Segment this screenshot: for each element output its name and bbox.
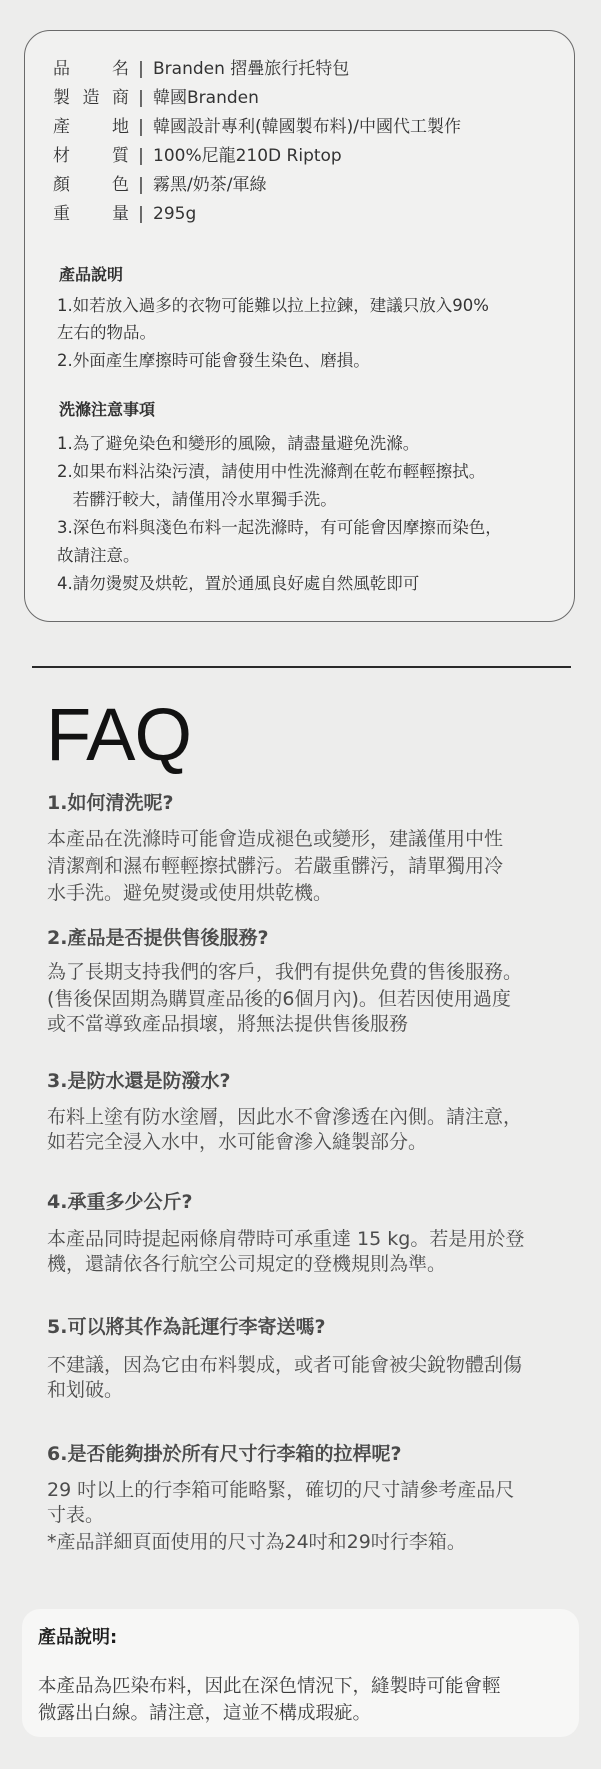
faq-answer-line: 本產品在洗滌時可能會造成褪色或變形，建議僅用中性: [47, 828, 504, 850]
faq-question: 4.承重多少公斤?: [47, 1191, 193, 1213]
spec-value: 295g: [153, 204, 197, 224]
faq-question: 2.產品是否提供售後服務?: [47, 927, 269, 949]
faq-answer-line: 和划破。: [47, 1379, 124, 1401]
faq-answer-line: (售後保固期為購買產品後的6個月內)。但若因使用過度: [47, 988, 511, 1010]
spec-value: 100%尼龍210D Riptop: [153, 146, 342, 166]
spec-row-weight: [53, 201, 196, 227]
section-divider: [32, 666, 571, 668]
spec-separator: |: [138, 59, 144, 79]
wash-line: 若髒汙較大，請僅用冷水單獨手洗。: [57, 490, 337, 509]
spec-value: 韓國Branden: [153, 88, 259, 108]
product-desc-title: 產品說明: [59, 265, 124, 284]
spec-row-maker: [53, 85, 259, 111]
spec-value: Branden 摺疊旅行托特包: [153, 59, 350, 79]
faq-question: 1.如何清洗呢?: [47, 792, 174, 814]
faq-answer-line: *產品詳細頁面使用的尺寸為24吋和29吋行李箱。: [47, 1531, 466, 1553]
spec-separator: |: [138, 88, 144, 108]
spec-label: 製造商: [53, 88, 129, 108]
faq-answer-line: 本產品同時提起兩條肩帶時可承重達 15 kg。若是用於登: [47, 1228, 525, 1250]
faq-answer-line: 機，還請依各行航空公司規定的登機規則為準。: [47, 1253, 447, 1275]
note-line: 本產品為匹染布料，因此在深色情況下，縫製時可能會輕: [38, 1676, 501, 1697]
spec-label: 重量: [53, 204, 129, 224]
wash-line: 3.深色布料與淺色布料一起洗滌時，有可能會因摩擦而染色，: [57, 518, 502, 537]
spec-value: 韓國設計專利(韓國製布料)/中國代工製作: [153, 117, 461, 137]
spec-separator: |: [138, 204, 144, 224]
spec-row-color: [53, 172, 266, 198]
spec-label: 顏色: [53, 175, 129, 195]
faq-answer-line: 為了長期支持我們的客戶，我們有提供免費的售後服務。: [47, 961, 523, 983]
faq-question: 5.可以將其作為託運行李寄送嗎?: [47, 1316, 326, 1338]
faq-answer-line: 如若完全浸入水中，水可能會滲入縫製部分。: [47, 1131, 428, 1153]
spec-row-name: [53, 56, 349, 82]
spec-value: 霧黑/奶茶/軍綠: [153, 175, 267, 195]
spec-card: [24, 30, 575, 622]
faq-question: 6.是否能夠掛於所有尺寸行李箱的拉桿呢?: [47, 1443, 402, 1465]
product-desc-line: 左右的物品。: [57, 323, 156, 342]
spec-row-origin: [53, 114, 461, 140]
spec-separator: |: [138, 175, 144, 195]
note-title: 產品說明:: [38, 1627, 118, 1648]
wash-line: 2.如果布料沾染污漬，請使用中性洗滌劑在乾布輕輕擦拭。: [57, 462, 486, 481]
spec-label: 產地: [53, 117, 129, 137]
faq-answer-line: 寸表。: [47, 1504, 105, 1526]
faq-answer-line: 不建議，因為它由布料製成，或者可能會被尖銳物體刮傷: [47, 1354, 523, 1376]
faq-question: 3.是防水還是防潑水?: [47, 1070, 231, 1092]
note-line: 微露出白線。請注意，這並不構成瑕疵。: [38, 1703, 372, 1724]
spec-label: 材質: [53, 146, 129, 166]
spec-separator: |: [138, 117, 144, 137]
faq-answer-line: 清潔劑和濕布輕輕擦拭髒污。若嚴重髒污，請單獨用冷: [47, 855, 504, 877]
faq-answer-line: 布料上塗有防水塗層，因此水不會滲透在內側。請注意，: [47, 1106, 523, 1128]
faq-answer-line: 29 吋以上的行李箱可能略緊，確切的尺寸請參考產品尺: [47, 1479, 515, 1501]
spec-separator: |: [138, 146, 144, 166]
faq-answer-line: 水手洗。避免熨燙或使用烘乾機。: [47, 882, 333, 904]
note-card: [22, 1609, 579, 1737]
product-desc-line: 2.外面產生摩擦時可能會發生染色、磨損。: [57, 351, 370, 370]
spec-label: 品名: [53, 59, 129, 79]
wash-line: 故請注意。: [57, 546, 140, 565]
wash-line: 1.為了避免染色和變形的風險，請盡量避免洗滌。: [57, 434, 420, 453]
faq-answer-line: 或不當導致產品損壞，將無法提供售後服務: [47, 1013, 409, 1035]
wash-line: 4.請勿燙熨及烘乾，置於通風良好處自然風乾即可: [57, 574, 420, 593]
product-desc-line: 1.如若放入過多的衣物可能難以拉上拉鍊，建議只放入90%: [57, 296, 489, 315]
wash-title: 洗滌注意事項: [59, 400, 156, 419]
faq-title: FAQ: [46, 693, 192, 776]
spec-row-material: [53, 143, 342, 169]
